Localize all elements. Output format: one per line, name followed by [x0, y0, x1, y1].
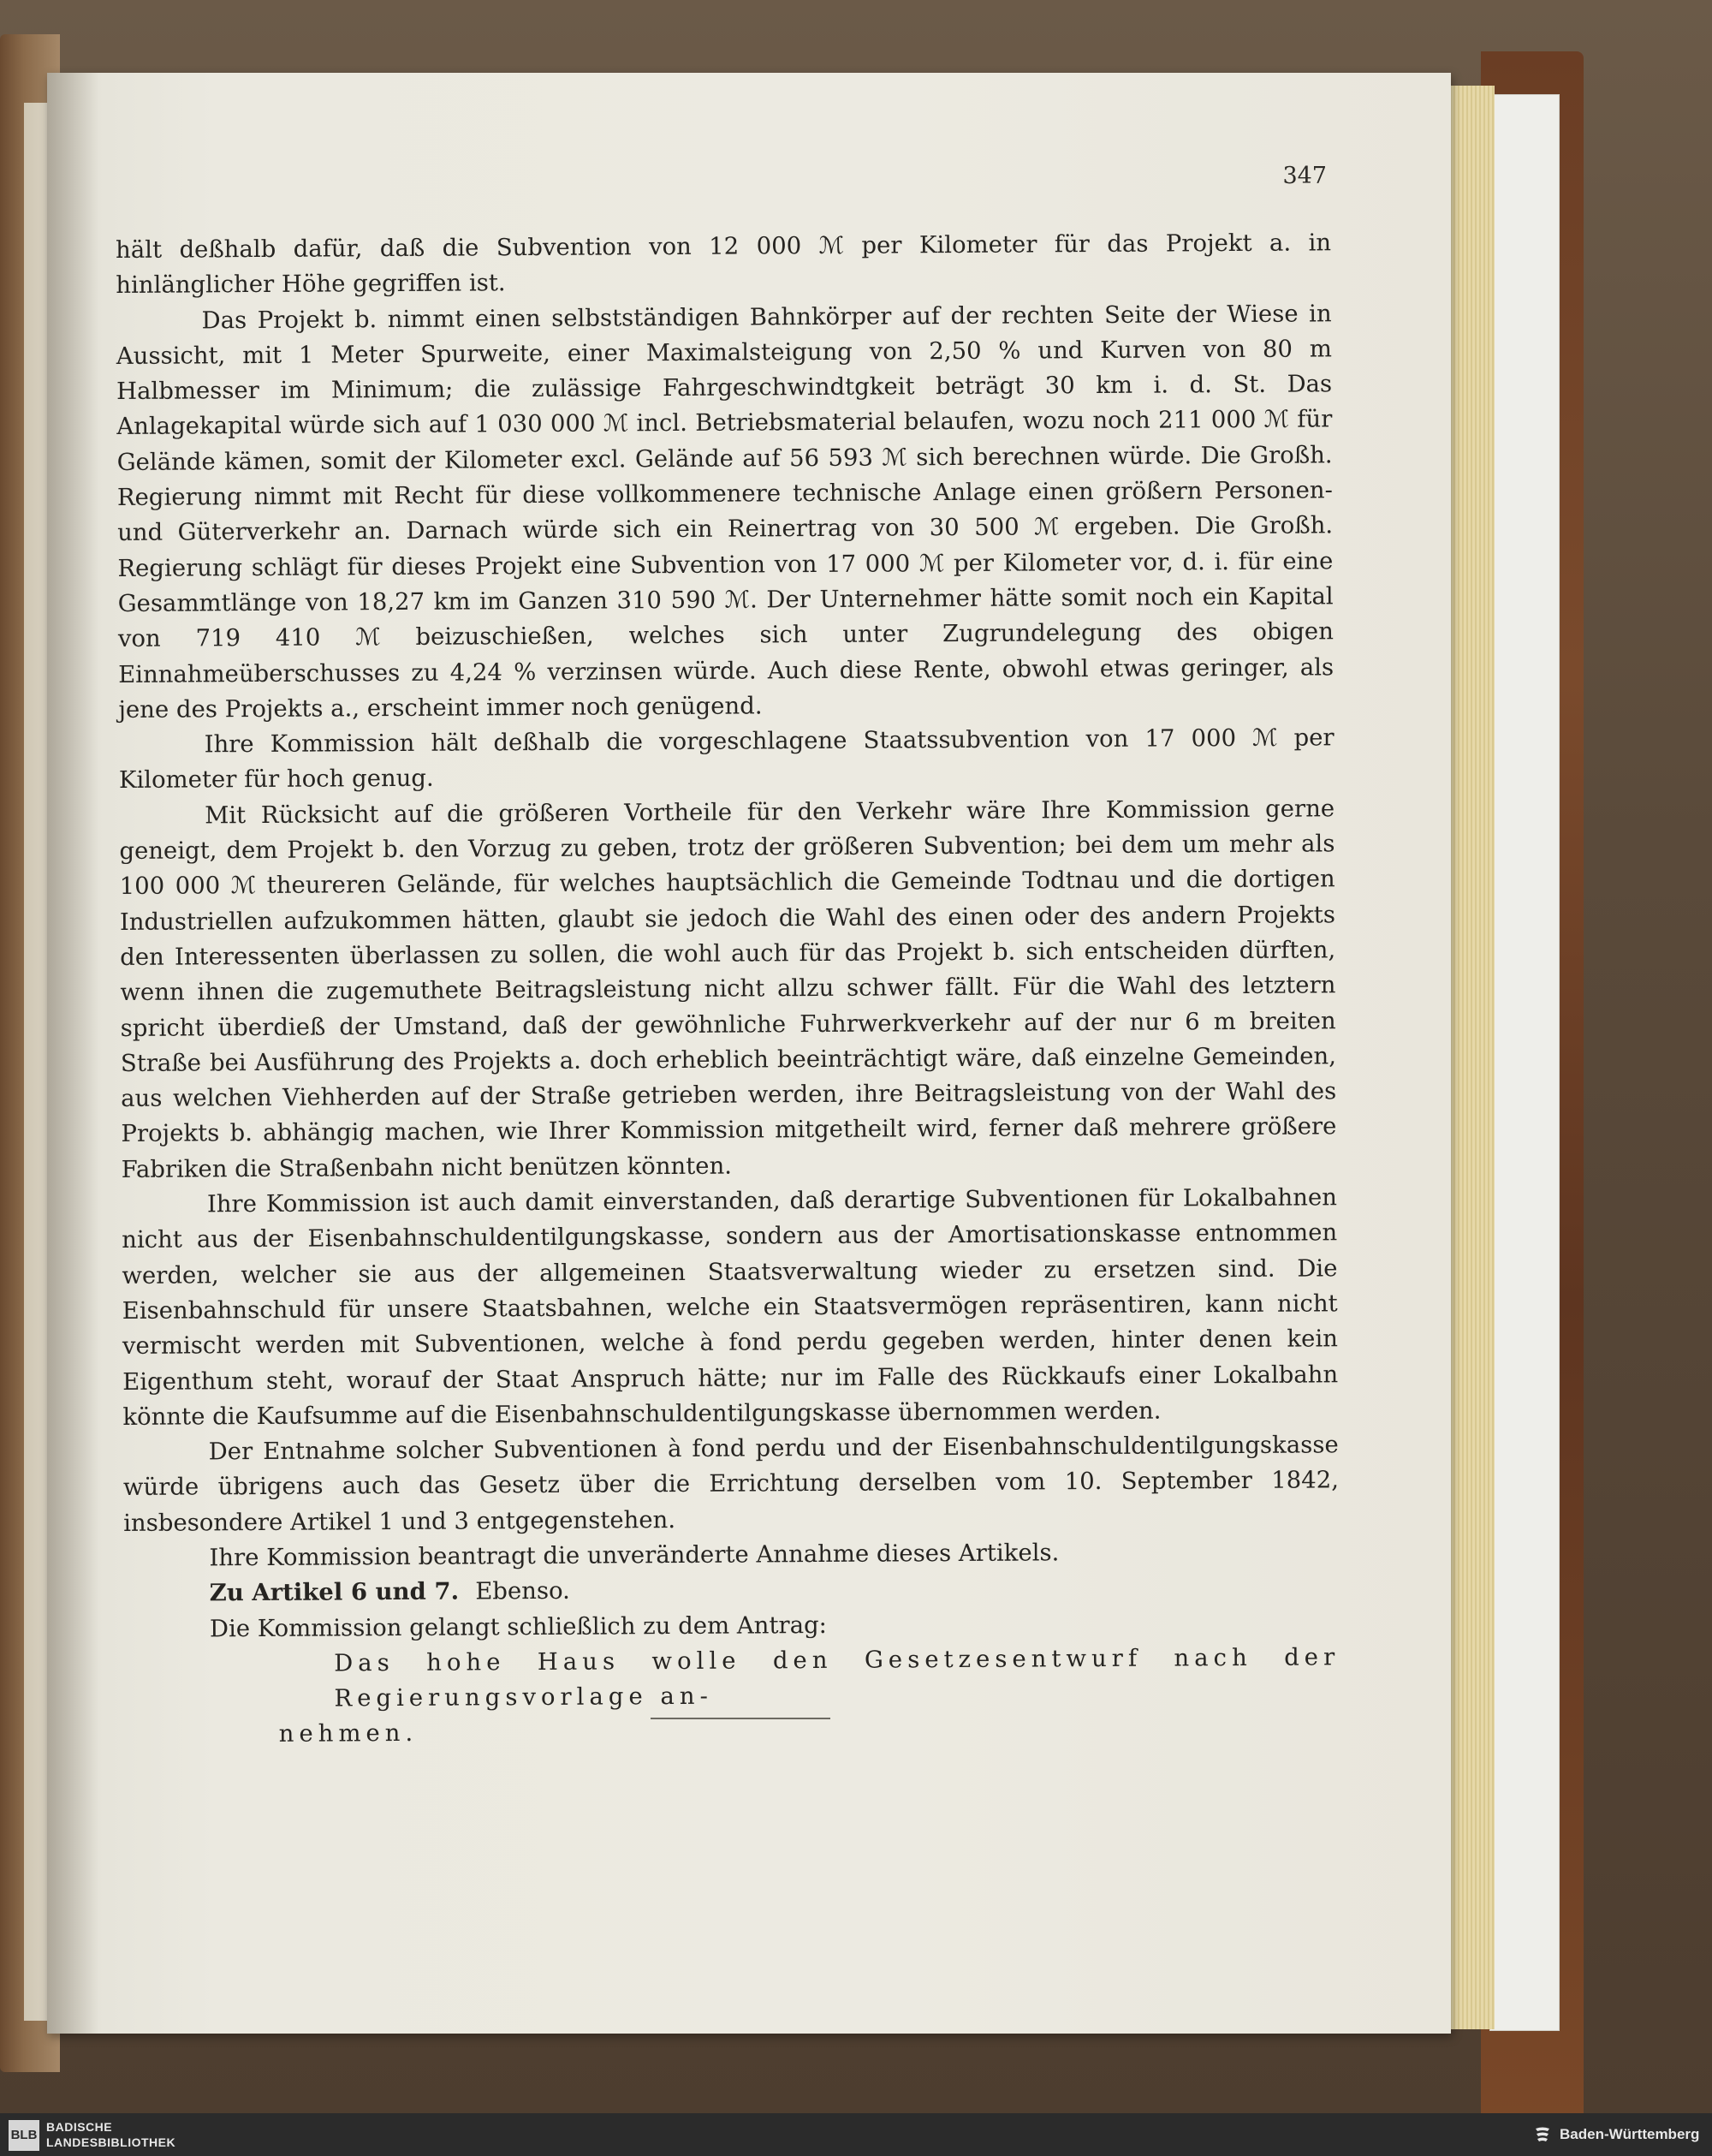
blb-logo[interactable]: BLB [9, 2120, 39, 2151]
section-heading-rest: Ebenso. [475, 1577, 570, 1605]
conclusion-line: Die Kommission gelangt schließlich zu dem Antrag: [209, 1611, 827, 1642]
paragraph-3: Ihre Kommission hält deßhalb die vorgeschlagene Staatssubvention von 17 000 ℳ per Kilometer für hoch genug. [118, 724, 1335, 795]
motion-line-1: Das hohe Haus wolle den Gesetzesentwurf nach der Regierungsvorlage an- [334, 1643, 1340, 1712]
section-heading-bold: Zu Artikel 6 und 7. [209, 1577, 460, 1607]
page-number: 347 [1282, 163, 1327, 189]
gutter-shadow [47, 73, 98, 2034]
page-text [116, 225, 1340, 1753]
paragraph-1: hält deßhalb dafür, daß die Subvention von 12 000 ℳ per Kilometer für das Projekt a. in hinlänglicher Höhe gegriffen ist. [116, 229, 1332, 300]
state-emblem-icon [1532, 2124, 1553, 2145]
paragraph-4: Mit Rücksicht auf die größeren Vortheile für den Verkehr wäre Ihre Kommission gerne geneigt, dem Projekt b. den Vorzug zu geben, trotz der größeren Subvention; bei dem um mehr als 100 000 ℳ theureren Gelände, für welches hauptsächlich die Gemeinde Todtnau und die dortigen Industriellen aufzukommen hätten, glaubt sie jedoch die Wahl des einen oder des andern Projekts den Interessenten überlassen zu sollen, die wohl auch für das Projekt b. sich entscheiden dürften, wenn ihnen die zugemuthete Beitragsleistung nicht allzu schwer fällt. Für die Wahl des letztern spricht überdieß der Umstand, daß der gewöhnliche Fuhrwerkverkehr auf der nur 6 m breiten Straße bei Ausführung des Projekts a. doch erheblich beeinträchtigt wäre, daß einzelne Gemeinden, aus welchen Viehherden auf der Straße getrieben werden, ihre Beitragsleistung von der Wahl des Projekts b. abhängig machen, wie Ihrer Kommission mitgetheilt wird, ferner daß mehrere größere Fabriken die Straßenbahn nicht benützen könnten. [119, 795, 1337, 1183]
paragraph-7: Ihre Kommission beantragt die unveränderte Annahme dieses Artikels. [209, 1539, 1060, 1572]
closing-rule [651, 1718, 830, 1719]
paragraph-5: Ihre Kommission ist auch damit einverstanden, daß derartige Subventionen für Lokalbahnen nicht aus der Eisenbahnschuldentilgungskasse, sondern aus der Amortisationskasse entnommen werden, welcher sie aus der allgemeinen Staatsverwaltung wieder zu ersetzen sind. Die Eisenbahnschuld für unsere Staatsbahnen, welche ein Staatsvermögen repräsentiren, kann nicht vermischt werden mit Subventionen, welche à fond perdu gegeben werden, hinter denen kein Eigenthum steht, worauf der Staat Anspruch hätte; nur im Falle des Rückkaufs einer Lokalbahn könnte die Kaufsumme auf die Eisenbahnschuldentilgungskasse übernommen werden. [122, 1183, 1339, 1431]
library-name-line-2: LANDESBIBLIOTHEK [46, 2135, 176, 2149]
footer-bar [0, 2113, 1712, 2156]
paragraph-2: Das Projekt b. nimmt einen selbstständigen Bahnkörper auf der rechten Seite der Wiese in Aussicht, mit 1 Meter Spurweite, einer Maximalsteigung von 2,50 % und Kurven von 80 m Halbmesser im Minimum; die zulässige Fahrgeschwindtgkeit beträgt 30 km i. d. St. Das Anlagekapital würde sich auf 1 030 000 ℳ incl. Betriebsmaterial belaufen, wozu noch 211 000 ℳ für Gelände kämen, somit der Kilometer excl. Gelände auf 56 593 ℳ sich berechnen würde. Die Großh. Regierung nimmt mit Recht für diese vollkommenere technische Anlage einen größern Personen- und Güterverkehr an. Darnach würde sich ein Reinertrag von 30 500 ℳ ergeben. Die Großh. Regierung schlägt für dieses Projekt eine Subvention von 17 000 ℳ per Kilometer vor, d. i. für eine Gesammtlänge von 18,27 km im Ganzen 310 590 ℳ. Der Unternehmer hätte somit noch ein Kapital von 719 410 ℳ beizuschießen, welches sich unter Zugrundelegung des obigen Einnahmeüberschusses zu 4,24 % verzinsen würde. Auch diese Rente, obwohl etwas geringer, als jene des Projekts a., erscheint immer noch genügend. [116, 299, 1335, 724]
protective-sheet [1489, 94, 1560, 2031]
motion-line-2: nehmen. [278, 1719, 419, 1748]
library-name-line-1: BADISCHE [46, 2120, 113, 2134]
library-name[interactable] [46, 2119, 175, 2150]
state-name[interactable]: Baden-Württemberg [1560, 2126, 1700, 2142]
paragraph-6: Der Entnahme solcher Subventionen à fond perdu und der Eisenbahnschuldentilgungskasse würde übrigens auch das Gesetz über die Errichtung derselben vom 10. September 1842, insbesondere Artikel 1 und 3 entgegenstehen. [122, 1431, 1340, 1537]
